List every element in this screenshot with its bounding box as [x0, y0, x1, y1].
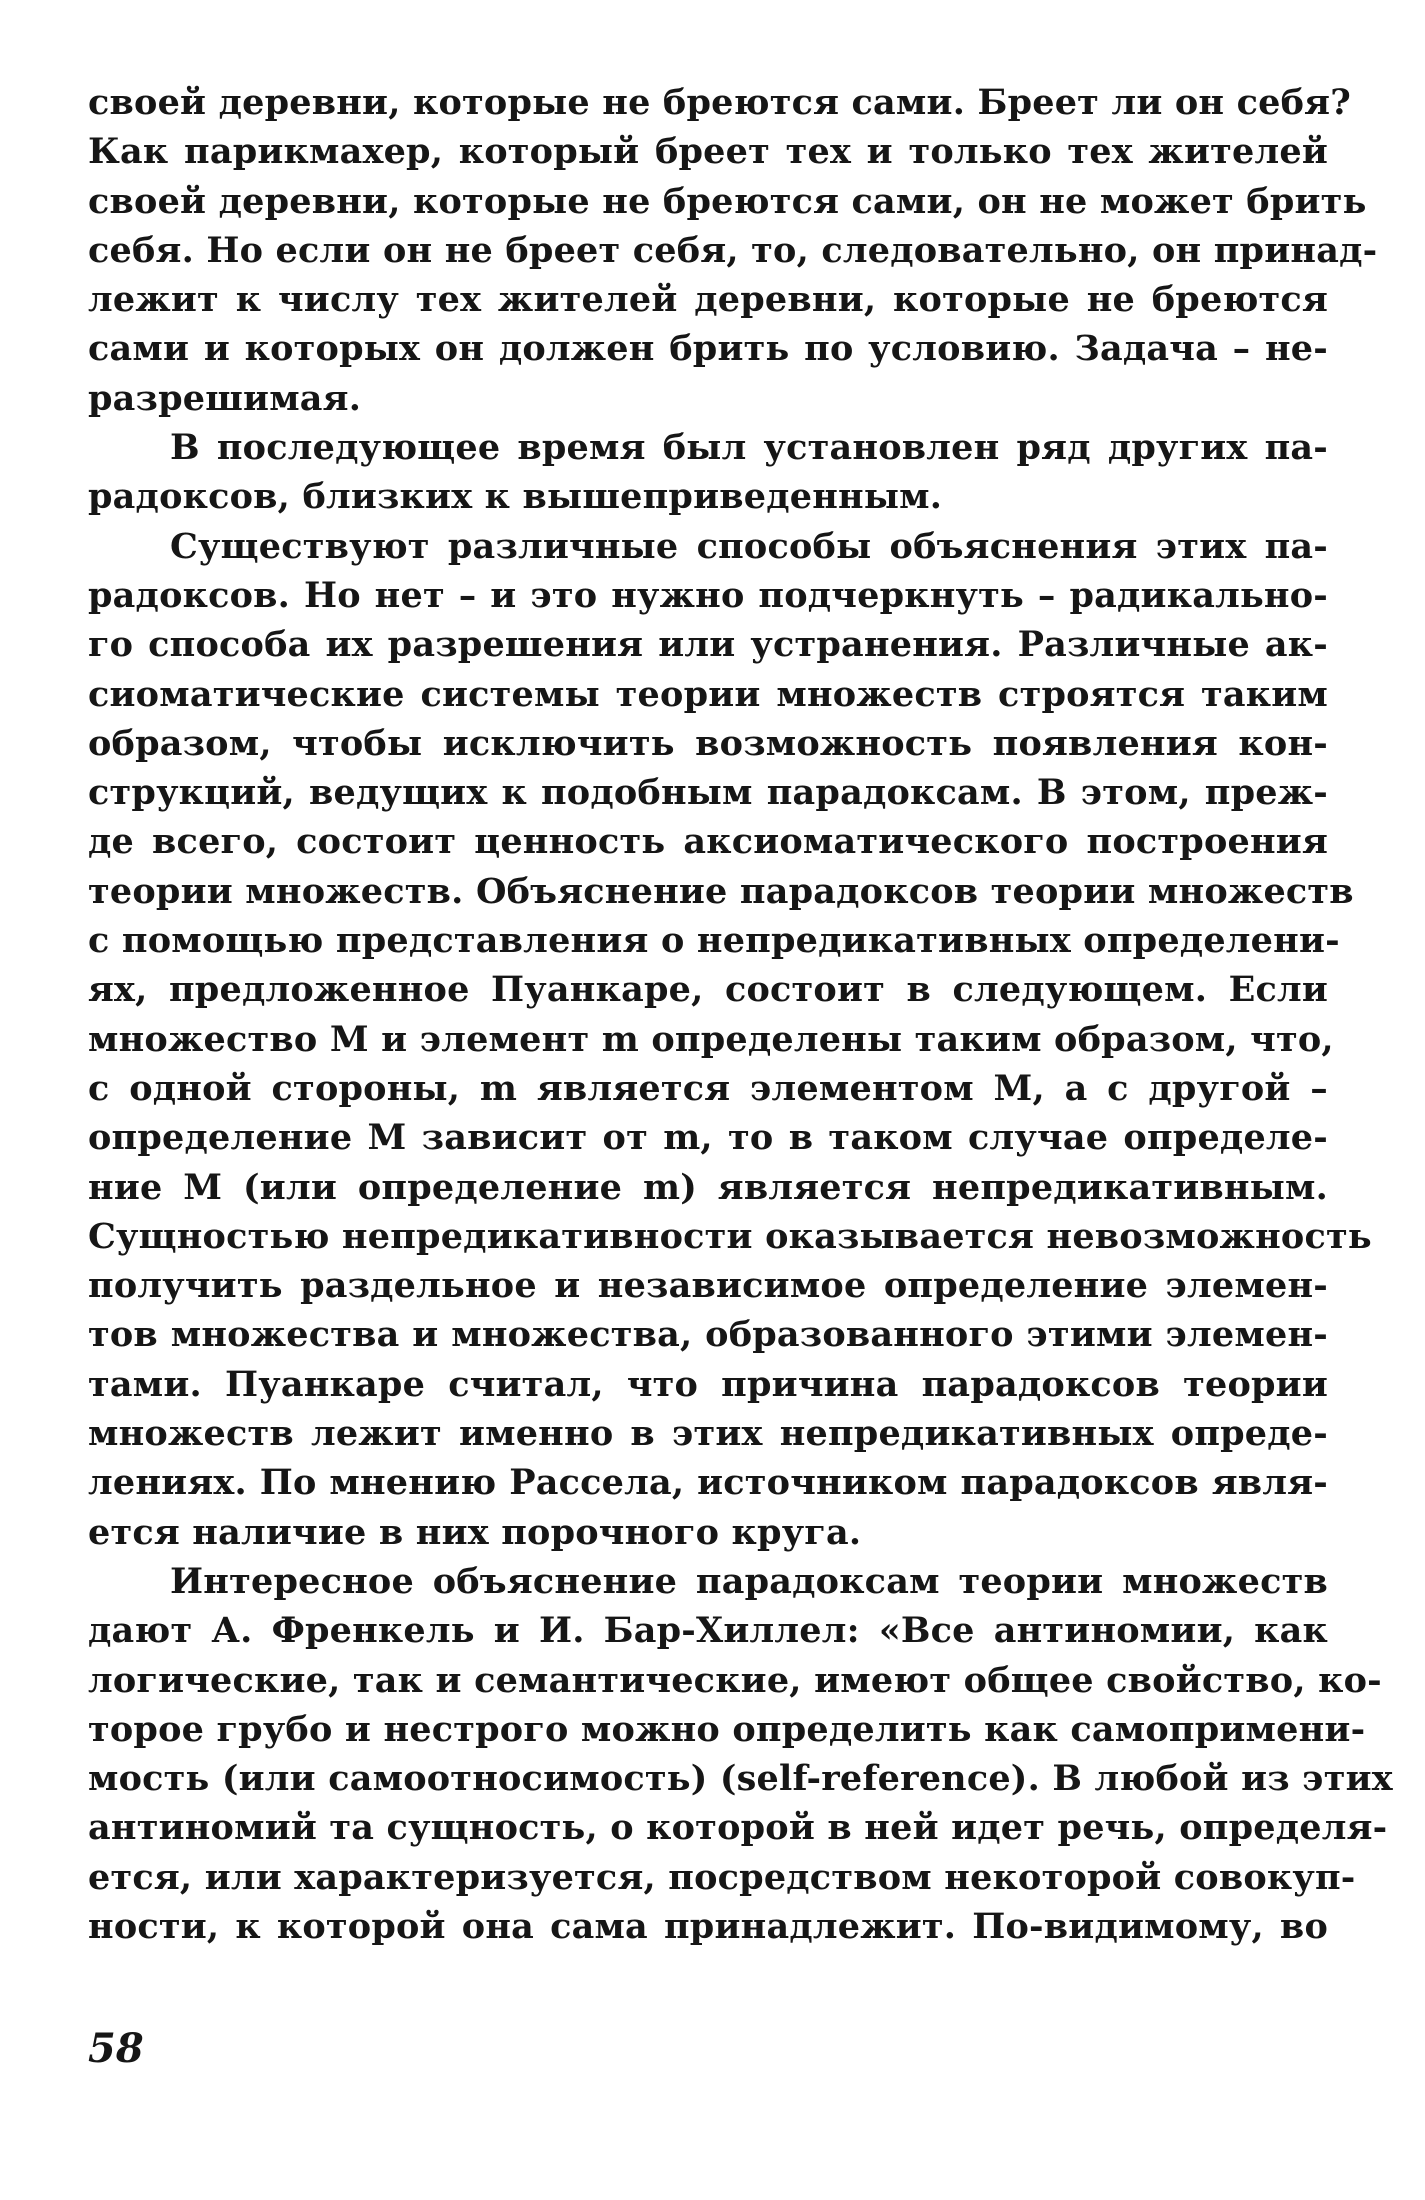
text-line: В последующее время был установлен ряд других па-: [170, 427, 1328, 469]
text-line: ях, предложенное Пуанкаре, состоит в следующем. Если: [88, 969, 1328, 1011]
text-line: сиоматические системы теории множеств строятся таким: [88, 673, 1328, 715]
text-line: лениях. По мнению Рассела, источником парадоксов явля-: [88, 1462, 1328, 1504]
text-line: логические, так и семантические, имеют общее свойство, ко-: [88, 1659, 1382, 1701]
text-line: мость (или самоотносимость) (self-reference). В любой из этих: [88, 1758, 1393, 1800]
text-line: образом, чтобы исключить возможность появления кон-: [88, 722, 1328, 764]
text-line: струкций, ведущих к подобным парадоксам. В этом, преж-: [88, 772, 1328, 814]
page-number: 58: [88, 2025, 144, 2072]
text-line: торое грубо и нестрого можно определить как самопримени-: [88, 1708, 1366, 1750]
text-line: теории множеств. Объяснение парадоксов теории множеств: [88, 870, 1354, 912]
text-line: ется, или характеризуется, посредством некоторой совокуп-: [88, 1856, 1356, 1898]
text-line: своей деревни, которые не бреются сами, он не может брить: [88, 180, 1367, 222]
text-line: себя. Но если он не бреет себя, то, следовательно, он принад-: [88, 229, 1378, 271]
text-line: тами. Пуанкаре считал, что причина парадоксов теории: [88, 1363, 1328, 1405]
text-line: дают А. Френкель и И. Бар-Хиллел: «Все антиномии, как: [88, 1610, 1328, 1652]
text-line: го способа их разрешения или устранения. Различные ак-: [88, 624, 1328, 666]
text-line: получить раздельное и независимое определение элемен-: [88, 1265, 1328, 1307]
text-line: разрешимая.: [88, 377, 362, 419]
text-line: Как парикмахер, который бреет тех и только тех жителей: [88, 131, 1328, 173]
text-line: радоксов. Но нет – и это нужно подчеркнуть – радикально-: [88, 574, 1328, 616]
text-line: радоксов, близких к вышеприведенным.: [88, 476, 943, 518]
text-line: ности, к которой она сама принадлежит. По-видимому, во: [88, 1905, 1328, 1947]
text-line: тов множества и множества, образованного этими элемен-: [88, 1314, 1328, 1356]
text-line: ние M (или определение m) является непредикативным.: [88, 1166, 1328, 1208]
text-line: лежит к числу тех жителей деревни, которые не бреются: [88, 279, 1328, 321]
text-line: Сущностью непредикативности оказывается невозможность: [88, 1215, 1372, 1257]
text-line: антиномий та сущность, о которой в ней идет речь, определя-: [88, 1807, 1388, 1849]
text-line: де всего, состоит ценность аксиоматического построения: [88, 821, 1328, 863]
text-line: множеств лежит именно в этих непредикативных опреде-: [88, 1413, 1328, 1455]
text-line: с помощью представления о непредикативных определени-: [88, 920, 1340, 962]
text-line: множество M и элемент m определены таким образом, что,: [88, 1018, 1334, 1060]
text-line: Интересное объяснение парадоксам теории множеств: [170, 1560, 1328, 1602]
text-line: с одной стороны, m является элементом M, а с другой –: [88, 1067, 1328, 1109]
text-line: сами и которых он должен брить по условию. Задача – не-: [88, 328, 1328, 370]
text-line: ется наличие в них порочного круга.: [88, 1511, 862, 1553]
body-text: [88, 78, 1393, 1951]
text-line: своей деревни, которые не бреются сами. Бреет ли он себя?: [88, 82, 1351, 123]
text-line: Существуют различные способы объяснения этих па-: [170, 525, 1328, 567]
text-line: определение M зависит от m, то в таком случае определе-: [88, 1117, 1328, 1159]
